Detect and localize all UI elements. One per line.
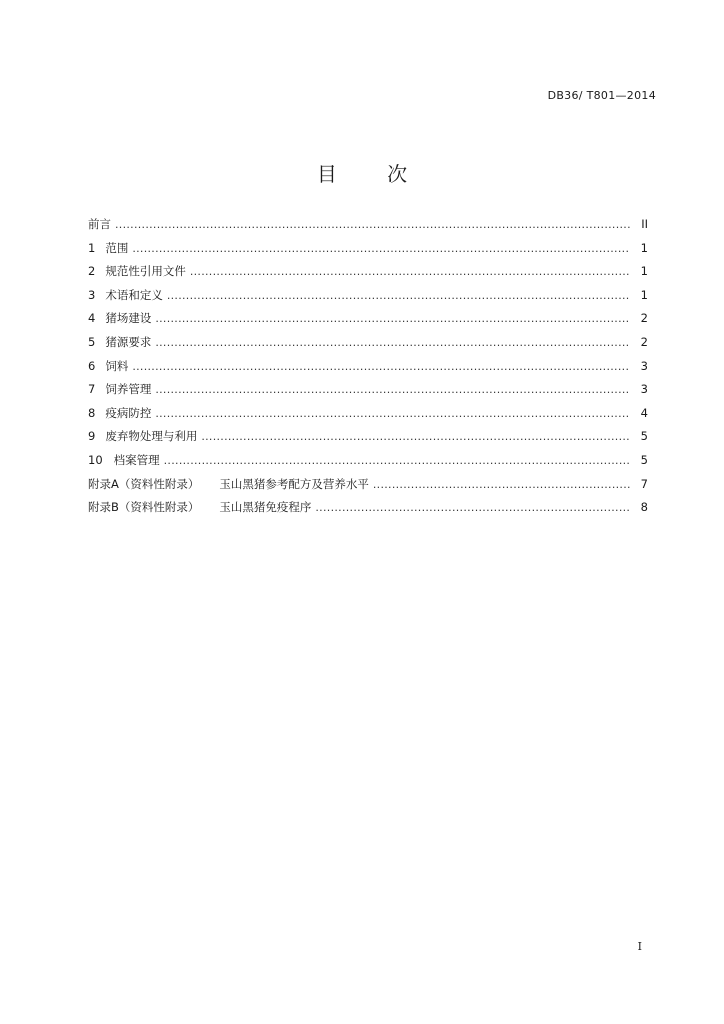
- toc-entry-label: 废弃物处理与利用: [105, 429, 198, 444]
- toc-entry-number: 5: [88, 334, 96, 349]
- toc-title: 目 次: [316, 162, 430, 186]
- toc-entry-feed[interactable]: [88, 358, 648, 382]
- toc-entry-label: 前言: [88, 217, 111, 231]
- page-number: I: [637, 940, 642, 953]
- toc-entry-number: 6: [88, 358, 96, 373]
- toc-entry-page: 3: [640, 358, 648, 373]
- toc-entry-label: 规范性引用文件: [105, 264, 186, 279]
- toc-dot-leader: [155, 336, 630, 349]
- toc-appendix-title: 玉山黑猪参考配方及营养水平: [219, 476, 369, 491]
- toc-entry-normative-references[interactable]: [88, 263, 648, 287]
- toc-entry-page: 5: [640, 452, 648, 467]
- toc-entry-number: 9: [88, 429, 96, 444]
- toc-entry-label: 猪源要求: [105, 334, 152, 349]
- toc-entry-label: 术语和定义: [105, 287, 163, 302]
- toc-entry-page: 3: [640, 382, 648, 397]
- toc-entry-label: 饲料: [105, 358, 129, 373]
- toc-appendix-title: 玉山黑猪免疫程序: [219, 500, 312, 515]
- document-standard-number: DB36/ T801—2014: [547, 89, 656, 102]
- toc-dot-leader: [190, 265, 630, 278]
- toc-dot-leader: [373, 478, 630, 491]
- toc-entry-records-management[interactable]: [88, 452, 648, 476]
- toc-entry-page: 4: [640, 405, 648, 420]
- toc-entry-label: 档案管理: [113, 452, 160, 467]
- toc-entry-label: 饲养管理: [105, 382, 152, 397]
- toc-entry-number: 4: [88, 311, 96, 326]
- toc-dot-leader: [155, 312, 630, 325]
- toc-entry-page: II: [641, 217, 648, 231]
- toc-entry-number: 10: [88, 452, 103, 467]
- toc-entry-label: 猪场建设: [105, 311, 152, 326]
- toc-dot-leader: [115, 218, 630, 231]
- toc-entry-page: 2: [640, 311, 648, 326]
- toc-entry-number: 8: [88, 405, 96, 420]
- toc-entry-waste-treatment[interactable]: [88, 428, 648, 452]
- toc-dot-leader: [201, 430, 630, 443]
- toc-entry-page: 2: [640, 334, 648, 349]
- table-of-contents: [88, 216, 648, 523]
- toc-entry-number: 1: [88, 240, 96, 255]
- toc-entry-page: 5: [640, 429, 648, 444]
- toc-appendix-label: 附录A（资料性附录）: [88, 476, 200, 491]
- toc-dot-leader: [167, 289, 630, 302]
- toc-dot-leader: [155, 407, 630, 420]
- toc-dot-leader: [164, 454, 630, 467]
- toc-entry-number: 7: [88, 382, 96, 397]
- toc-entry-foreword[interactable]: [88, 216, 648, 240]
- toc-entry-number: 2: [88, 264, 96, 279]
- toc-entry-page: 7: [640, 476, 648, 491]
- toc-appendix-label: 附录B（资料性附录）: [88, 500, 200, 515]
- toc-entry-appendix-b[interactable]: [88, 499, 648, 523]
- toc-entry-page: 8: [640, 500, 648, 515]
- toc-entry-farm-construction[interactable]: [88, 310, 648, 334]
- toc-dot-leader: [315, 501, 630, 514]
- toc-entry-page: 1: [640, 264, 648, 279]
- toc-entry-number: 3: [88, 287, 96, 302]
- toc-entry-label: 范围: [105, 240, 129, 255]
- toc-entry-appendix-a[interactable]: [88, 476, 648, 500]
- toc-entry-pig-source[interactable]: [88, 334, 648, 358]
- toc-dot-leader: [132, 242, 630, 255]
- toc-dot-leader: [155, 383, 630, 396]
- toc-dot-leader: [132, 360, 630, 373]
- toc-entry-page: 1: [640, 240, 648, 255]
- toc-entry-disease-control[interactable]: [88, 405, 648, 429]
- toc-entry-label: 疫病防控: [105, 405, 152, 420]
- toc-entry-terms-definitions[interactable]: [88, 287, 648, 311]
- toc-entry-scope[interactable]: [88, 240, 648, 264]
- toc-entry-page: 1: [640, 287, 648, 302]
- toc-entry-feeding-management[interactable]: [88, 381, 648, 405]
